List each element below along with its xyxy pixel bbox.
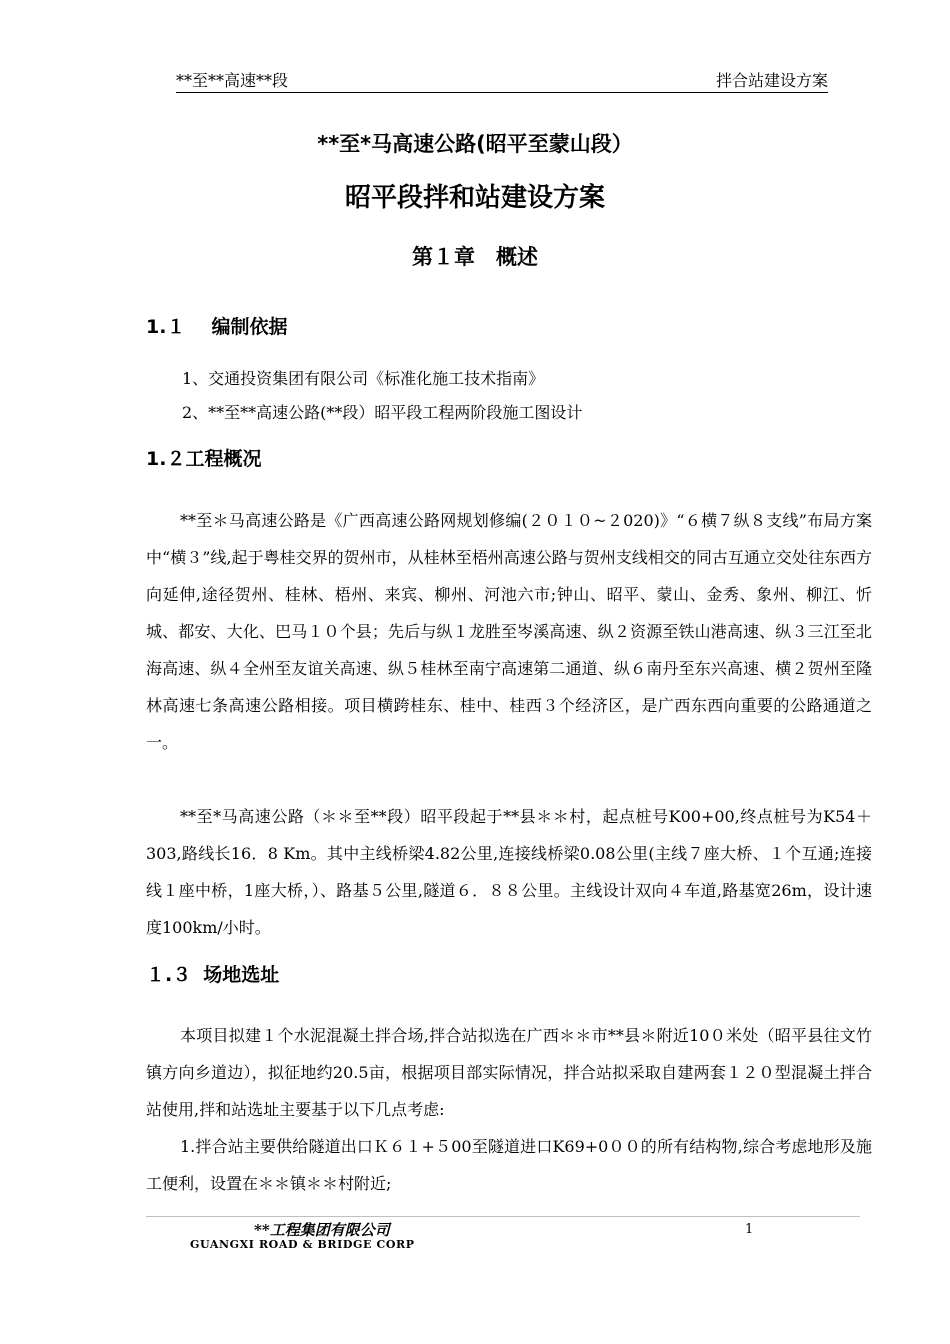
basis-item: 2、**至**高速公路(**段）昭平段工程两阶段施工图设计 — [182, 403, 583, 422]
overview-paragraph-2: **至*马高速公路（＊＊至**段）昭平段起于**县＊＊村，起点桩号K00+00,终点桩号为K54＋303,路线长16．8 Km。其中主线桥梁4.82公里,连接线桥梁0.08公里(主线７座大桥、１个互通;连接线１座中桥，1座大桥，）、路基５公里,隧道６．８８公里。主线设计双向４车道,路基宽26m，设计速度100km/小时。 — [146, 807, 872, 937]
section-number: 1.２ — [146, 448, 186, 470]
site-paragraph-1: 本项目拟建１个水泥混凝土拌合场,拌合站拟选在广西＊＊市**县＊附近10０米处（昭平县往文竹镇方向乡道边），拟征地约20.5亩，根据项目部实际情况，拌合站拟采取自建两套１２０型混凝土拌合站使用,拌和站选址主要基于以下几点考虑: — [146, 1026, 872, 1119]
footer-divider — [146, 1216, 860, 1217]
page-header — [176, 66, 828, 93]
document-title: **至*马高速公路(昭平至蒙山段） — [317, 132, 633, 156]
header-left-text: **至**高速**段 — [176, 71, 289, 90]
basis-item: 1、交通投资集团有限公司《标准化施工技术指南》 — [182, 369, 545, 388]
section-title: 工程概况 — [185, 448, 262, 470]
overview-paragraph-1: **至＊马高速公路是《广西高速公路网规划修编(２０１０~２020)》“６横７纵８支线”布局方案中“横３”线,起于粤桂交界的贺州市，从桂林至梧州高速公路与贺州支线相交的同古互通立交处往东西方向延伸,途径贺州、桂林、梧州、来宾、柳州、河池六市;钟山、昭平、蒙山、金秀、象州、柳江、忻城、都安、大化、巴马１０个县；先后与纵１龙胜至岑溪高速、纵２资源至铁山港高速、纵３三江至北海高速、纵４全州至友谊关高速、纵５桂林至南宁高速第二通道、纵６南丹至东兴高速、横２贺州至隆林高速七条高速公路相接。项目横跨桂东、桂中、桂西３个经济区，是广西东西向重要的公路通道之一。 — [146, 511, 872, 752]
site-paragraph-2: 1.拌合站主要供给隧道出口Ｋ６１+５00至隧道进口K69+0００的所有结构物,综合考虑地形及施工便利，设置在＊＊镇＊＊村附近; — [146, 1137, 872, 1193]
section-heading-basis — [146, 312, 287, 339]
header-right-text: 拌合站建设方案 — [715, 71, 828, 90]
footer-company-english: GUANGXI ROAD & BRIDGE CORP — [190, 1238, 415, 1251]
document-subtitle: 昭平段拌和站建设方案 — [344, 183, 605, 213]
chapter-title: 第１章 概述 — [412, 245, 538, 269]
page-number: 1 — [745, 1222, 754, 1237]
footer-company-name: **工程集团有限公司 — [254, 1221, 390, 1239]
section-number: １.３ — [146, 964, 192, 986]
section-title: 编制依据 — [211, 316, 288, 338]
section-number: 1.１ — [146, 316, 186, 338]
section-title: 场地选址 — [203, 964, 280, 986]
section-heading-overview — [146, 444, 261, 471]
section-heading-site — [146, 960, 279, 987]
